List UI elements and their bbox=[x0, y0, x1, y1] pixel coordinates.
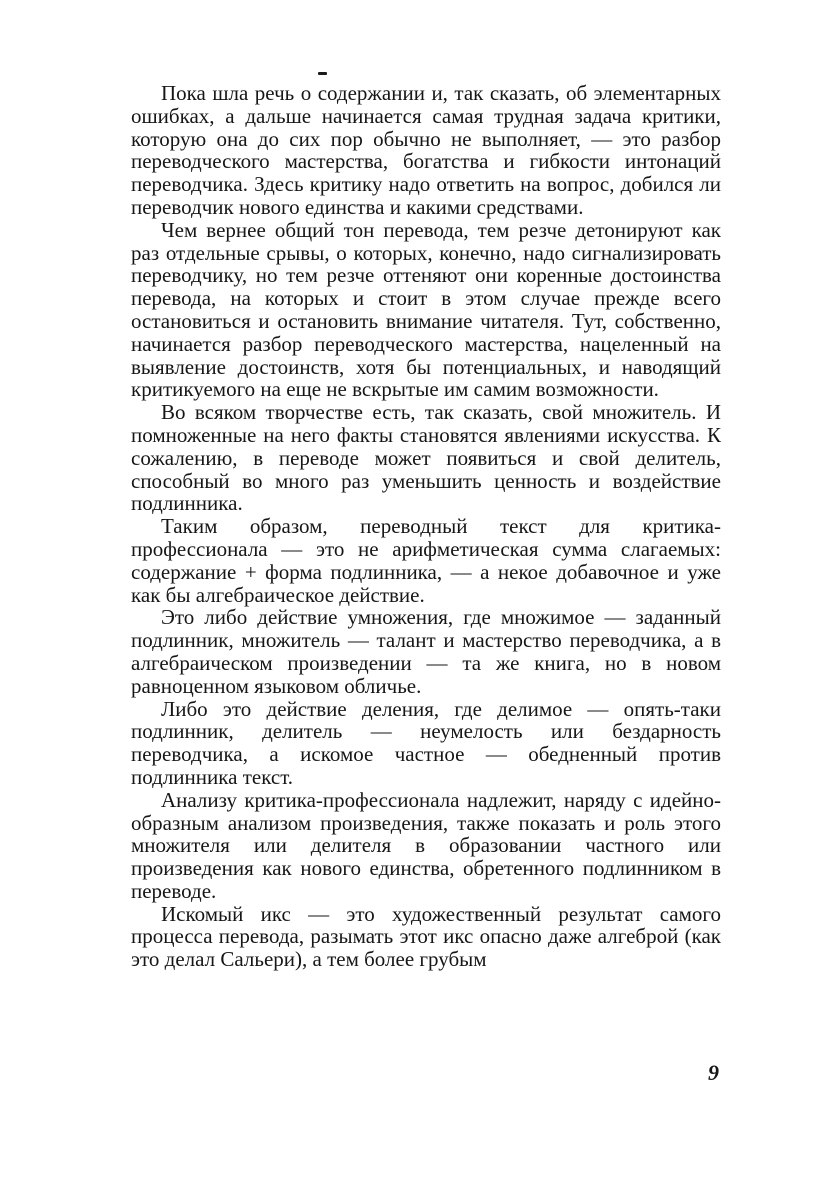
paragraph-2: Чем вернее общий тон перевода, тем резче детонируют как раз отдельные срывы, о которых, конечно, надо сигнализировать переводчику, но тем резче оттеняют они коренные достоинства перевода, на которых и стоит в этом случае прежде всего остановиться и остановить внимание читателя. Тут, собственно, начинается разбор переводческого мастерства, нацеленный на выявление достоинств, хотя бы потенциальных, и наводящий критикуемого на еще не вскрытые им самим возможности. bbox=[131, 217, 721, 402]
body-text bbox=[131, 82, 721, 971]
paragraph-5: Это либо действие умножения, где множимое — заданный подлинник, множитель — талант и мастерство переводчика, а в алгебраическом произведении — та же книга, но в новом равноценном языковом обличье. bbox=[131, 605, 721, 698]
paragraph-3: Во всяком творчестве есть, так сказать, свой множитель. И помноженные на него факты становятся явлениями искусства. К сожалению, в переводе может появиться и свой делитель, способный во много раз уменьшить ценность и воздействие подлинника. bbox=[131, 400, 721, 516]
page-number: 9 bbox=[708, 1060, 719, 1085]
paragraph-1: Пока шла речь о содержании и, так сказать, об элементарных ошибках, а дальше начинается самая трудная задача критики, которую она до сих пор обычно не выполняет, — это разбор переводческого мастерства, богатства и гибкости интонаций переводчика. Здесь критику надо ответить на вопрос, добился ли переводчик нового единства и какими средствами. bbox=[131, 81, 721, 219]
paragraph-8: Искомый икс — это художественный результат самого процесса перевода, разымать этот икс опасно даже алгеброй (как это делал Сальери), а тем более грубым bbox=[131, 901, 721, 972]
paragraph-7: Анализу критика-профессионала надлежит, наряду с идейно-образным анализом произведения, также показать и роль этого множителя или делителя в образовании частного или произведения как нового единства, обретенного подлинником в переводе. bbox=[131, 787, 721, 903]
printing-mark bbox=[318, 72, 327, 75]
paragraph-6: Либо это действие деления, где делимое — опять-таки подлинник, делитель — неумелость или бездарность переводчика, а искомое частное — обедненный против подлинника текст. bbox=[131, 696, 721, 789]
paragraph-4: Таким образом, переводный текст для критика-профессионала — это не арифметическая сумма слагаемых: содержание + форма подлинника, — а некое добавочное и уже как бы алгебраическое действие. bbox=[131, 514, 721, 607]
